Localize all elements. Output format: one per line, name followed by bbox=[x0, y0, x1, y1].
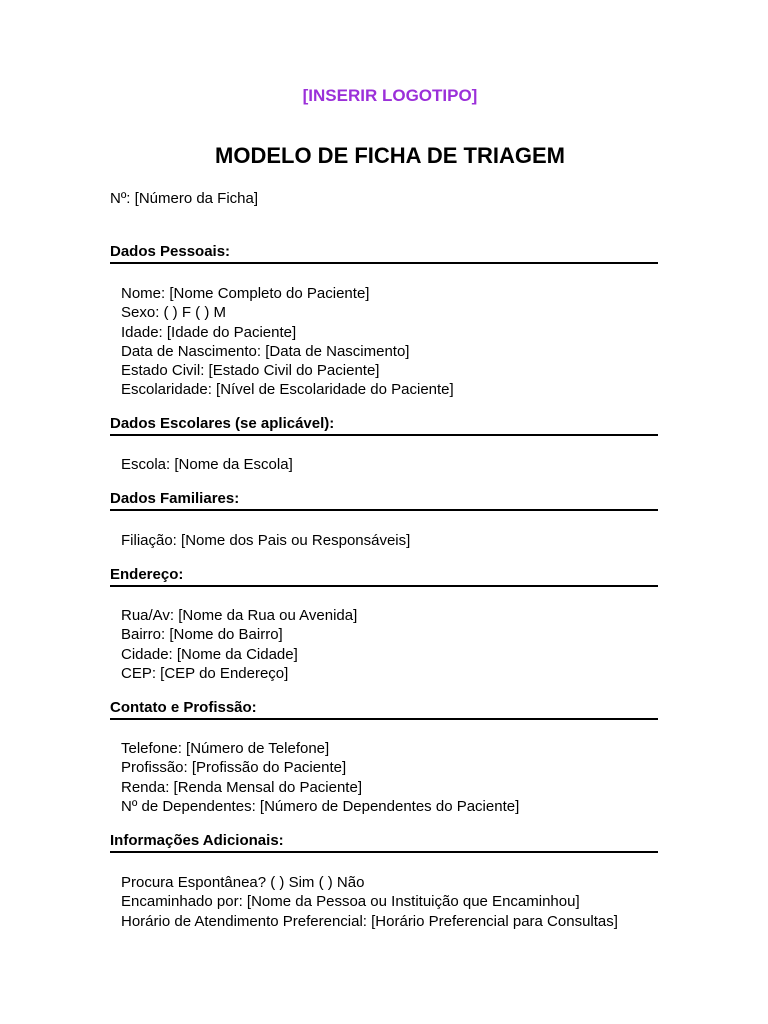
field-line-income: Renda: [Renda Mensal do Paciente] bbox=[121, 778, 362, 796]
section-fields-school bbox=[121, 455, 293, 474]
section-fields-additional bbox=[121, 873, 618, 931]
field-line-profession: Profissão: [Profissão do Paciente] bbox=[121, 759, 347, 777]
field-line-name: Nome: [Nome Completo do Paciente] bbox=[121, 285, 370, 302]
field-line-spontaneous: Procura Espontânea? ( ) Sim ( ) Não bbox=[121, 874, 365, 891]
field-line-parentage: Filiação: [Nome dos Pais ou Responsáveis] bbox=[121, 532, 411, 549]
section-heading-school: Dados Escolares (se aplicável): bbox=[110, 414, 658, 436]
field-line-sex: Sexo: ( ) F ( ) M bbox=[121, 304, 226, 322]
field-line-education: Escolaridade: [Nível de Escolaridade do Paciente] bbox=[121, 381, 454, 399]
logo-placeholder bbox=[0, 86, 768, 106]
section-heading-address: Endereço: bbox=[110, 565, 658, 587]
logo-placeholder-text: [INSERIR LOGOTIPO] bbox=[302, 86, 478, 105]
field-line-city: Cidade: [Nome da Cidade] bbox=[121, 645, 298, 663]
field-line-preferred-time: Horário de Atendimento Preferencial: [Horário Preferencial para Consultas] bbox=[121, 912, 618, 930]
field-line-phone: Telefone: [Número de Telefone] bbox=[121, 740, 330, 757]
section-heading-personal: Dados Pessoais: bbox=[110, 242, 658, 264]
field-line-school: Escola: [Nome da Escola] bbox=[121, 456, 293, 473]
form-number: Nº: [Número da Ficha] bbox=[110, 190, 259, 207]
field-line-neighborhood: Bairro: [Nome do Bairro] bbox=[121, 626, 283, 644]
field-line-marital-status: Estado Civil: [Estado Civil do Paciente] bbox=[121, 362, 380, 380]
section-fields-contact bbox=[121, 739, 519, 816]
section-heading-contact: Contato e Profissão: bbox=[110, 698, 658, 720]
section-heading-additional: Informações Adicionais: bbox=[110, 831, 658, 853]
field-line-age: Idade: [Idade do Paciente] bbox=[121, 323, 297, 341]
field-line-birth-date: Data de Nascimento: [Data de Nascimento] bbox=[121, 342, 410, 360]
field-line-street: Rua/Av: [Nome da Rua ou Avenida] bbox=[121, 607, 358, 624]
section-fields-family bbox=[121, 531, 410, 550]
section-fields-address bbox=[121, 606, 357, 683]
field-line-postal-code: CEP: [CEP do Endereço] bbox=[121, 664, 289, 682]
field-line-referred-by: Encaminhado por: [Nome da Pessoa ou Instituição que Encaminhou] bbox=[121, 893, 580, 911]
document-title bbox=[0, 143, 768, 169]
field-line-dependents: Nº de Dependentes: [Número de Dependentes do Paciente] bbox=[121, 797, 520, 815]
document-title-text: MODELO DE FICHA DE TRIAGEM bbox=[215, 143, 565, 168]
section-heading-family: Dados Familiares: bbox=[110, 489, 658, 511]
section-fields-personal bbox=[121, 284, 454, 400]
